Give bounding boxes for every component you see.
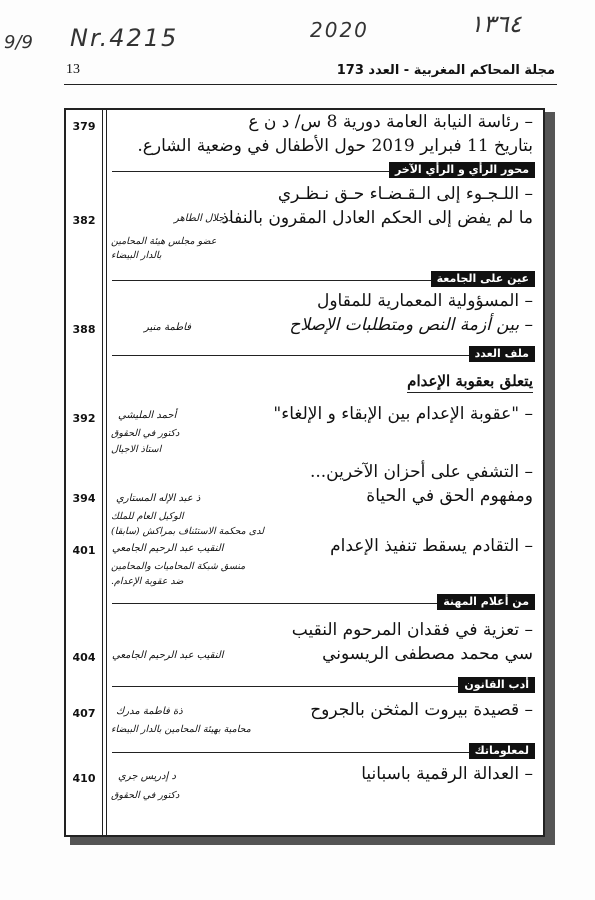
journal-title: مجلة المحاكم المغربية - العدد 173 — [336, 63, 555, 78]
entry-author: فاطمة منير — [144, 322, 192, 333]
entry-affiliation: لدى محكمة الاستئناف بمراكش (سابقا) — [111, 526, 265, 537]
entry-page-number: 382 — [72, 214, 96, 227]
entry-affiliation: محامية بهيئة المحامين بالدار البيضاء — [111, 724, 251, 735]
entry-author: د إدريس جري — [118, 771, 176, 782]
section-header: من أعلام المهنة — [437, 594, 535, 610]
entry-page-number: 392 — [72, 412, 96, 425]
entry-page-number: 407 — [72, 707, 96, 720]
entry-affiliation: استاذ الاجيال — [111, 444, 162, 455]
entry-author: النقيب عبد الرحيم الجامعي — [112, 650, 224, 661]
entry-author: أحمد المليشي — [118, 410, 177, 421]
section-rule — [112, 752, 471, 753]
entry-affiliation: عضو مجلس هيئة المحامين — [111, 236, 217, 247]
entry-affiliation: دكتور في الحقوق — [111, 790, 180, 801]
entry-title-line: سي محمد مصطفى الريسوني — [322, 644, 533, 664]
entry-page-number: 404 — [72, 651, 96, 664]
page-number: 13 — [66, 62, 80, 77]
entry-title-line: – "عقوبة الإعدام بين الإبقاء و الإلغاء" — [273, 404, 533, 424]
handwritten-note-right: ١٣٦٤ — [470, 10, 522, 38]
entry-title-line: – العدالة الرقمية باسبانيا — [361, 764, 533, 784]
page-column-divider-inner — [106, 110, 107, 835]
entry-title-line: بتاريخ 11 فبراير 2019 حول الأطفال في وضعية الشارع. — [137, 136, 533, 156]
section-rule — [112, 686, 471, 687]
entry-affiliation: دكتور في الحقوق — [111, 428, 180, 439]
entry-title-line: – قصيدة بيروت المثخن بالجروح — [310, 700, 533, 720]
section-rule — [112, 355, 485, 356]
entry-title-line: – المسؤولية المعمارية للمقاول — [317, 291, 533, 311]
header-rule — [64, 84, 557, 85]
handwritten-year: 2020 — [310, 18, 369, 42]
entry-author: النقيب عبد الرحيم الجامعي — [112, 543, 224, 554]
section-header: لمعلوماتك — [469, 743, 535, 759]
entry-author: ذة فاطمة مدرك — [116, 706, 183, 717]
page-column-divider — [102, 110, 103, 835]
entry-affiliation: ضد عقوبة الإعدام. — [111, 576, 184, 587]
handwritten-note-left: 9/9 — [4, 32, 33, 53]
handwritten-reference-number: Nr.4215 — [70, 24, 179, 52]
section-header: عين على الجامعة — [431, 271, 535, 287]
entry-title-line: – تعزية في فقدان المرحوم النقيب — [291, 620, 533, 640]
entry-title-line: – التشفي على أحزان الآخرين... — [309, 462, 533, 482]
entry-page-number: 388 — [72, 323, 96, 336]
section-rule — [112, 280, 469, 281]
section-rule — [112, 603, 449, 604]
entry-title-line: – بين أزمة النص ومتطلبات الإصلاح — [289, 315, 533, 335]
entry-title-line: ومفهوم الحق في الحياة — [366, 486, 533, 506]
entry-page-number: 394 — [72, 492, 96, 505]
entry-affiliation: بالدار البيضاء — [111, 250, 162, 261]
table-of-contents — [64, 108, 545, 837]
entry-title-line: ما لم يفض إلى الحكم العادل المقرون بالنفاذ — [221, 208, 533, 228]
entry-affiliation: منسق شبكة المحاميات والمحامين — [111, 561, 246, 572]
entry-page-number: 379 — [72, 120, 96, 133]
entry-title-line: – رئاسة النيابة العامة دورية 8 س/ د ن ع — [248, 112, 533, 132]
section-header: ملف العدد — [469, 346, 535, 362]
entry-page-number: 401 — [72, 544, 96, 557]
entry-title-line: – التقادم يسقط تنفيذ الإعدام — [330, 536, 533, 556]
entry-affiliation: الوكيل العام للملك — [111, 511, 184, 522]
entry-title-line: – اللـجـوء إلى الـقـضـاء حـق نـظـري — [277, 184, 533, 204]
entry-page-number: 410 — [72, 772, 96, 785]
subheading: يتعلق بعقوبة الإعدام — [407, 372, 533, 393]
entry-author: ذ جلال الطاهر — [174, 213, 233, 224]
entry-author: ذ عبد الإله المستاري — [116, 493, 201, 504]
section-header: أدب القانون — [458, 677, 535, 693]
section-header: محور الرأي و الرأي الآخر — [389, 162, 535, 178]
